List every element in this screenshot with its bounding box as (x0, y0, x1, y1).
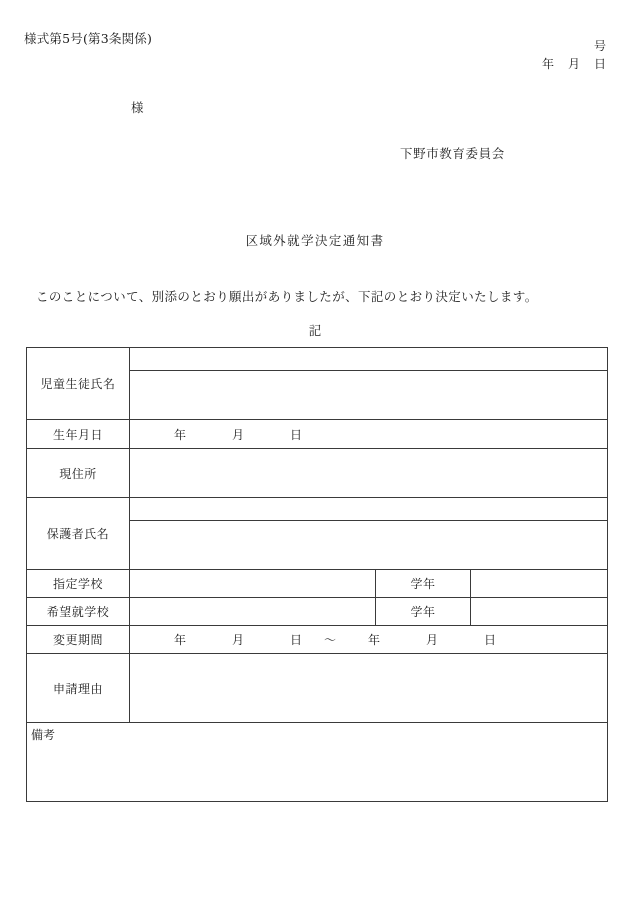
document-title: 区域外就学決定通知書 (245, 233, 385, 248)
label-change-period: 変更期間 (27, 626, 130, 654)
label-designated-school-grade: 学年 (376, 570, 471, 598)
label-student-name: 児童生徒氏名 (27, 348, 130, 420)
birthdate-month: 月 (232, 427, 245, 442)
doc-date-year: 年 (541, 57, 554, 71)
addressee-honorific: 様 (131, 100, 144, 115)
value-desired-school-grade[interactable] (471, 598, 608, 626)
period-separator: ～ (324, 633, 337, 647)
form-number: 様式第5号(第3条関係) (24, 31, 153, 46)
value-designated-school[interactable] (130, 570, 376, 598)
label-designated-school: 指定学校 (27, 570, 130, 598)
label-birthdate: 生年月日 (27, 420, 130, 449)
issuer-name: 下野市教育委員会 (400, 146, 505, 161)
period-from-year: 年 (174, 633, 187, 647)
birthdate-day: 日 (290, 427, 303, 442)
label-address: 現住所 (27, 449, 130, 498)
value-reason[interactable] (130, 654, 608, 723)
table-row-designated-school (27, 570, 608, 598)
table-row-desired-school (27, 598, 608, 626)
value-desired-school[interactable] (130, 598, 376, 626)
table-row-birthdate (27, 420, 608, 449)
application-form-table (26, 347, 608, 802)
document-number-label: 号 (593, 39, 606, 53)
table-row-remarks (27, 723, 608, 802)
doc-date-day: 日 (593, 57, 606, 71)
period-from-month: 月 (232, 633, 245, 647)
value-address[interactable] (130, 449, 608, 498)
value-guardian-name[interactable] (130, 521, 608, 570)
value-student-name[interactable] (130, 371, 608, 420)
table-row-reason (27, 654, 608, 723)
table-row-change-period (27, 626, 608, 654)
document-date-line (542, 55, 606, 72)
birthdate-year: 年 (174, 427, 187, 442)
value-student-name-furigana[interactable] (130, 348, 608, 371)
table-row-address (27, 449, 608, 498)
remarks-cell[interactable] (27, 723, 608, 802)
table-row-student-name-furigana (27, 348, 608, 371)
value-change-period[interactable] (130, 626, 608, 654)
doc-date-month: 月 (567, 57, 580, 71)
label-guardian-name: 保護者氏名 (27, 498, 130, 570)
body-paragraph: このことについて、別添のとおり願出がありましたが、下記のとおり決定いたします。 (36, 289, 538, 304)
table-row-guardian-name-furigana (27, 498, 608, 521)
value-birthdate[interactable] (130, 420, 608, 449)
value-designated-school-grade[interactable] (471, 570, 608, 598)
ki-mark: 記 (308, 323, 322, 338)
label-desired-school: 希望就学校 (27, 598, 130, 626)
period-to-month: 月 (426, 633, 439, 647)
period-from-day: 日 (290, 633, 303, 647)
period-to-year: 年 (368, 633, 381, 647)
label-reason: 申請理由 (27, 654, 130, 723)
period-to-day: 日 (484, 633, 497, 647)
value-guardian-name-furigana[interactable] (130, 498, 608, 521)
label-desired-school-grade: 学年 (376, 598, 471, 626)
label-remarks: 備考 (31, 728, 56, 742)
